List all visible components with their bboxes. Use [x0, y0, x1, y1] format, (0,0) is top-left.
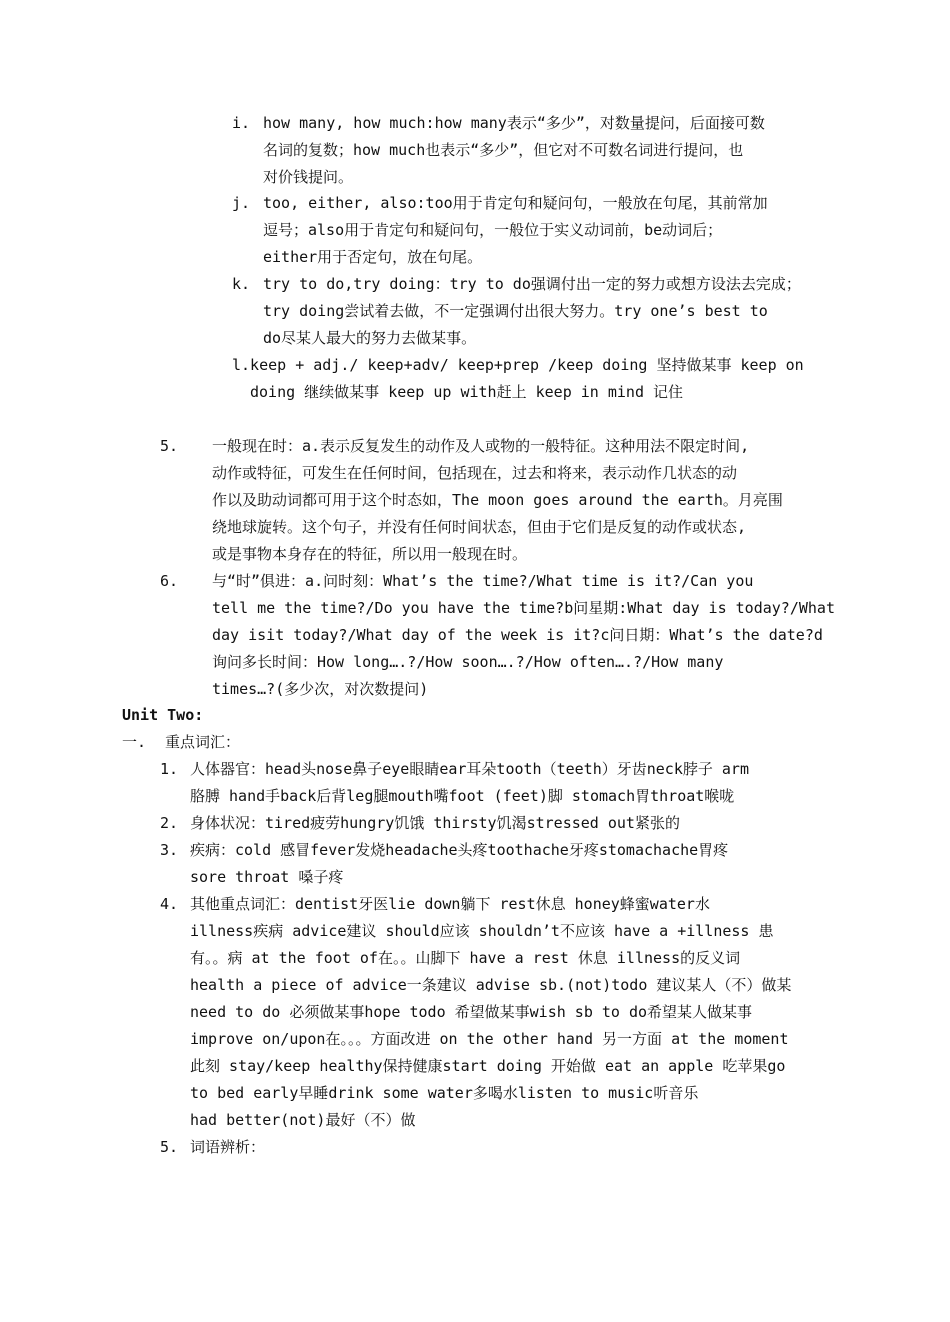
text-line: 身体状况：tired疲劳hungry饥饿 thirsty饥渴stressed out紧张的: [190, 814, 680, 832]
paragraph-j: [263, 190, 768, 271]
list-marker-v2: 2.: [160, 814, 179, 832]
text-line: times…?(多少次，对次数提问): [212, 680, 429, 698]
text-line: 词语辨析：: [190, 1138, 266, 1156]
list-marker-5: 5.: [160, 437, 179, 455]
text-line: need to do 必须做某事hope todo 希望做某事wish sb to do希望某人做某事: [190, 1003, 753, 1021]
paragraph-present-tense: [212, 433, 783, 568]
text-line: 询问多长时间：How long….?/How soon….?/How often….?/How many: [212, 653, 724, 671]
list-marker-v4: 4.: [160, 895, 179, 913]
text-line: improve on/upon在。。。方面改进 on the other hand 另一方面 at the moment: [190, 1030, 789, 1048]
paragraph-time-questions: [212, 568, 835, 703]
list-marker-v1: 1.: [160, 760, 179, 778]
text-line: 名词的复数；how much也表示“多少”，但它对不可数名词进行提问，也: [263, 141, 744, 159]
text-line: 作以及助动词都可用于这个时态如，The moon goes around the earth。月亮围: [212, 491, 783, 509]
text-line: do尽某人最大的努力去做某事。: [263, 329, 477, 347]
unit-two-heading: Unit Two:: [122, 706, 204, 724]
text-line: 一般现在时：a.表示反复发生的动作及人或物的一般特征。这种用法不限定时间,: [212, 437, 750, 455]
list-marker-i: i.: [232, 114, 251, 132]
text-line: 与“时”俱进：a.问时刻：What’s the time?/What time is it?/Can you: [212, 572, 754, 590]
text-line: try doing尝试着去做，不一定强调付出很大努力。try one’s best to: [263, 302, 768, 320]
text-line: sore throat 嗓子疼: [190, 868, 344, 886]
text-line: 此刻 stay/keep healthy保持健康start doing 开始做 eat an apple 吃苹果go: [190, 1057, 786, 1075]
text-line: 胳膊 hand手back后背leg腿mouth嘴foot (feet)脚 stomach胃throat喉咙: [190, 787, 735, 805]
paragraph-word-discrimination: [190, 1134, 265, 1161]
text-line: 其他重点词汇：dentist牙医lie down躺下 rest休息 honey蜂蜜water水: [190, 895, 710, 913]
list-marker-6: 6.: [160, 572, 179, 590]
text-line: 或是事物本身存在的特征，所以用一般现在时。: [212, 545, 528, 563]
text-line: too, either, also:too用于肯定句和疑问句，一般放在句尾，其前常加: [263, 194, 768, 212]
paragraph-l: [232, 352, 804, 406]
text-line: health a piece of advice一条建议 advise sb.(not)todo 建议某人（不）做某: [190, 976, 792, 994]
paragraph-other-vocabulary: [190, 891, 791, 1134]
text-line: to bed early早睡drink some water多喝水listen to music听音乐: [190, 1084, 699, 1102]
list-marker-v5: 5.: [160, 1138, 179, 1156]
text-line: 绕地球旋转。这个句子，并没有任何时间状态，但由于它们是反复的动作或状态,: [212, 518, 747, 536]
paragraph-k: [263, 271, 801, 352]
text-line: day isit today?/What day of the week is it?c问日期：What’s the date?d: [212, 626, 823, 644]
text-line: 有。。病 at the foot of在。。山脚下 have a rest 休息 illness的反义词: [190, 949, 741, 967]
section-marker-1: 一.: [122, 733, 147, 751]
text-line: doing 继续做某事 keep up with赶上 keep in mind 记住: [250, 383, 684, 401]
paragraph-i: [263, 110, 765, 191]
list-marker-v3: 3.: [160, 841, 179, 859]
text-line: 人体器官：head头nose鼻子eye眼睛ear耳朵tooth（teeth）牙齿neck脖子 arm: [190, 760, 749, 778]
text-line: tell me the time?/Do you have the time?b问星期:What day is today?/What: [212, 599, 835, 617]
paragraph-body-parts: [190, 756, 749, 810]
paragraph-illnesses: [190, 837, 728, 891]
text-line: had better(not)最好（不）做: [190, 1111, 416, 1129]
text-line: 疾病：cold 感冒fever发烧headache头疼toothache牙疼stomachache胃疼: [190, 841, 729, 859]
list-marker-k: k.: [232, 275, 251, 293]
text-line: either用于否定句，放在句尾。: [263, 248, 483, 266]
text-line: 动作或特征，可发生在任何时间，包括现在，过去和将来，表示动作几状态的动: [212, 464, 738, 482]
text-line: 逗号；also用于肯定句和疑问句，一般位于实义动词前，be动词后；: [263, 221, 723, 239]
section-title-vocabulary: 重点词汇：: [165, 733, 241, 751]
list-marker-j: j.: [232, 194, 251, 212]
text-line: l.keep + adj./ keep+adv/ keep+prep /keep doing 坚持做某事 keep on: [232, 356, 804, 374]
text-line: try to do,try doing：try to do强调付出一定的努力或想方设法去完成；: [263, 275, 801, 293]
text-line: how many, how much:how many表示“多少”，对数量提问，后面接可数: [263, 114, 765, 132]
text-line: illness疾病 advice建议 should应该 shouldn’t不应该 have a +illness 患: [190, 922, 774, 940]
paragraph-body-condition: [190, 810, 680, 837]
text-line: 对价钱提问。: [263, 168, 354, 186]
